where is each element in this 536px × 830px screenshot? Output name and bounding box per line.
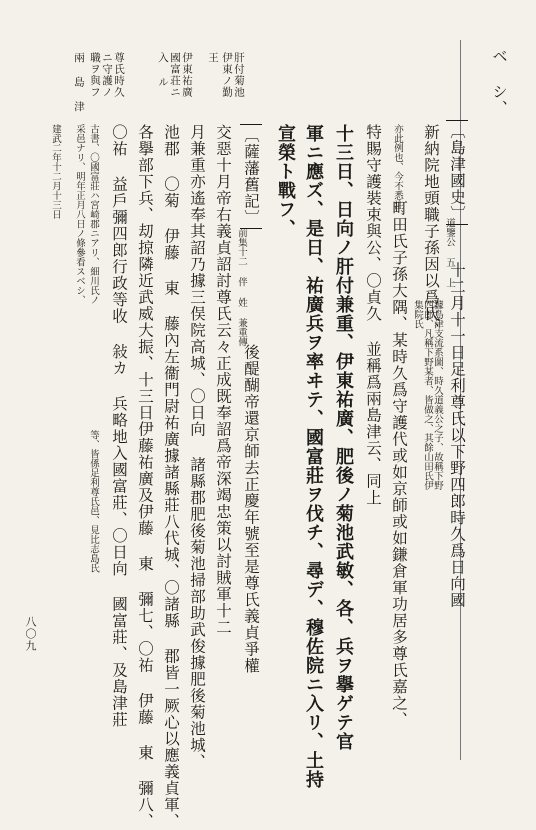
text-line-l: 各擧部下兵、刧掠隣近武威大振、十三日伊藤祐廣及伊藤 東 彌七、〇祐 伊藤 東 彌八、 [136, 124, 154, 830]
note-o: 采邑ナリ、明年正月八日ノ條參看スベシ、 [74, 124, 85, 305]
page-head-text: ベ シ、 [490, 48, 508, 117]
note-n: 古書、〇國富莊ハ宮崎郡ニアリ、細川氏ノ [88, 124, 99, 305]
date-line: 建武二年十二月十三日 [50, 124, 61, 219]
note-c: 亦此例也、今不悉注、 [392, 124, 403, 219]
text-line-m: 〇祐 益戶彌四郎行政等收 敍カ 兵略地入國富莊、〇日向 國富莊、及島津莊 [110, 124, 128, 728]
source-title-satsuhan: 〔薩藩舊記〕 [240, 124, 262, 229]
text-line-k: 池郡 〇菊 伊藤 東 藤內左衞門尉祐廣據諸縣莊八代城、〇諸縣 郡皆一厥心以應義貞軍、 [162, 124, 180, 830]
narrative-line-e: 十三日、日向ノ肝付兼重、伊東祐廣、肥後ノ菊池武敏、各、兵ヲ擧ゲテ官 [333, 124, 354, 751]
text-line-d: 特賜守護裝束與公、〇貞久 並稱爲兩島津云、同上 [364, 124, 382, 506]
text-line-j: 月兼重亦遙奉其詔乃據三俣院高城、〇日向 諸縣郡肥後菊池掃部助武俊據肥後菊池城、 [188, 124, 206, 770]
source-title-shimazu: 〔島津國史〕 [446, 120, 468, 225]
margin-note-3: 職ヲ與フ [89, 52, 101, 98]
note-b: 據島津支流系圖、時久道義公之子、故稱下野四郎、凡稱下野某者、皆做之、其餘山田氏伊集院氏 [412, 300, 443, 490]
margin-note-2: ニ守護ノ [101, 52, 113, 98]
margin-note-6: 伊東ノ勤 [221, 52, 233, 98]
margin-note-4: 兩 島 津 [73, 52, 85, 113]
note-n2: 等、皆係足利尊氏邑、見比志島氏 [88, 430, 99, 573]
source-subtitle: 道鑒公 五 上 [444, 218, 455, 288]
margin-note-5: 肝付菊池 [233, 52, 245, 98]
narrative-line-f: 軍ニ應ズ、是日、祐廣兵ヲ率ヰテ、國富莊ヲ伐チ、尋デ、穆佐院ニ入リ、土持 [303, 124, 324, 789]
margin-note-9: 國富荘ニ [169, 52, 181, 98]
text-line-b: 新納院地頭職子孫因以爲氏、 [422, 124, 440, 339]
text-line-a: 十二月十一日足利尊氏以下野四郎時久爲日向國 [448, 262, 466, 609]
source-subtitle-2: 前集十二 伴 姓 兼重傳 [236, 228, 247, 347]
margin-note-1: 尊氏時久 [113, 52, 125, 98]
text-line-c: 町田氏子孫大隅、某時久爲守護代或如京師或如鎌倉軍功居多尊氏嘉之、 [390, 200, 408, 728]
page-number: 八〇九 [24, 616, 37, 652]
margin-note-10: 入 ル [157, 52, 169, 88]
text-line-i: 交惡十月帝右義貞詔討尊氏云々正成既奉詔爲帝深竭忠策以討賊軍十二 [214, 124, 232, 636]
margin-note-7: 王 [207, 52, 219, 64]
narrative-line-g: 宣榮ト戰フ、 [275, 124, 296, 238]
text-line-h: 後醍醐帝還京師去正慶年號至是尊氏義貞爭權 [242, 344, 260, 674]
margin-note-8: 伊東祐廣 [181, 52, 193, 98]
